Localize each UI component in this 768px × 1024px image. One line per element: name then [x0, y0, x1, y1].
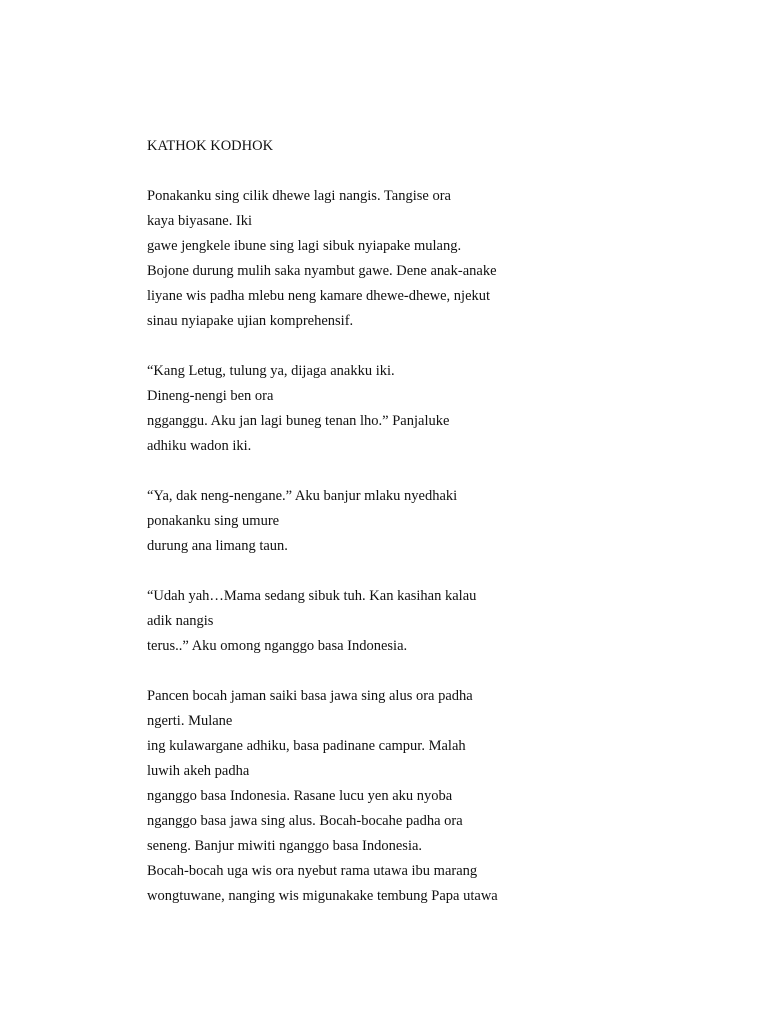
- text-line: Dineng-nengi ben ora: [147, 388, 274, 404]
- text-line: “Ya, dak neng-nengane.” Aku banjur mlaku nyedhaki: [147, 488, 458, 504]
- text-line: nganggo basa Indonesia. Rasane lucu yen aku nyoba: [147, 788, 453, 804]
- text-line: kaya biyasane. Iki: [147, 213, 253, 229]
- text-line: “Kang Letug, tulung ya, dijaga anakku iki.: [147, 363, 395, 379]
- text-line: Bocah-bocah uga wis ora nyebut rama utawa ibu marang: [147, 863, 478, 879]
- text-line: luwih akeh padha: [147, 763, 250, 779]
- paragraph-5: [147, 684, 707, 909]
- text-line: nganggo basa jawa sing alus. Bocah-bocahe padha ora: [147, 813, 463, 829]
- text-line: ponakanku sing umure: [147, 513, 280, 529]
- paragraph-2: [147, 359, 707, 459]
- text-line: sinau nyiapake ujian komprehensif.: [147, 313, 354, 329]
- paragraph-3: [147, 484, 707, 559]
- text-line: adhiku wadon iki.: [147, 438, 252, 454]
- document-body: [147, 134, 707, 909]
- paragraph-gap: [147, 334, 707, 359]
- text-line: ngganggu. Aku jan lagi buneg tenan lho.” Panjaluke: [147, 413, 450, 429]
- text-line: durung ana limang taun.: [147, 538, 288, 554]
- document-title: KATHOK KODHOK: [147, 138, 274, 154]
- text-line: ngerti. Mulane: [147, 713, 233, 729]
- text-line: liyane wis padha mlebu neng kamare dhewe-dhewe, njekut: [147, 288, 491, 304]
- paragraph-gap: [147, 159, 707, 184]
- text-line: gawe jengkele ibune sing lagi sibuk nyiapake mulang.: [147, 238, 462, 254]
- text-line: terus..” Aku omong nganggo basa Indonesia.: [147, 638, 408, 654]
- text-line: adik nangis: [147, 613, 214, 629]
- paragraph-gap: [147, 659, 707, 684]
- text-line: ing kulawargane adhiku, basa padinane campur. Malah: [147, 738, 466, 754]
- text-line: wongtuwane, nanging wis migunakake tembung Papa utawa: [147, 888, 498, 904]
- paragraph-gap: [147, 559, 707, 584]
- text-line: “Udah yah…Mama sedang sibuk tuh. Kan kasihan kalau: [147, 588, 477, 604]
- paragraph-gap: [147, 459, 707, 484]
- text-line: Bojone durung mulih saka nyambut gawe. Dene anak-anake: [147, 263, 497, 279]
- paragraph-1: [147, 184, 707, 334]
- text-line: Ponakanku sing cilik dhewe lagi nangis. Tangise ora: [147, 188, 451, 204]
- text-line: Pancen bocah jaman saiki basa jawa sing alus ora padha: [147, 688, 473, 704]
- text-line: seneng. Banjur miwiti nganggo basa Indonesia.: [147, 838, 423, 854]
- paragraph-4: [147, 584, 707, 659]
